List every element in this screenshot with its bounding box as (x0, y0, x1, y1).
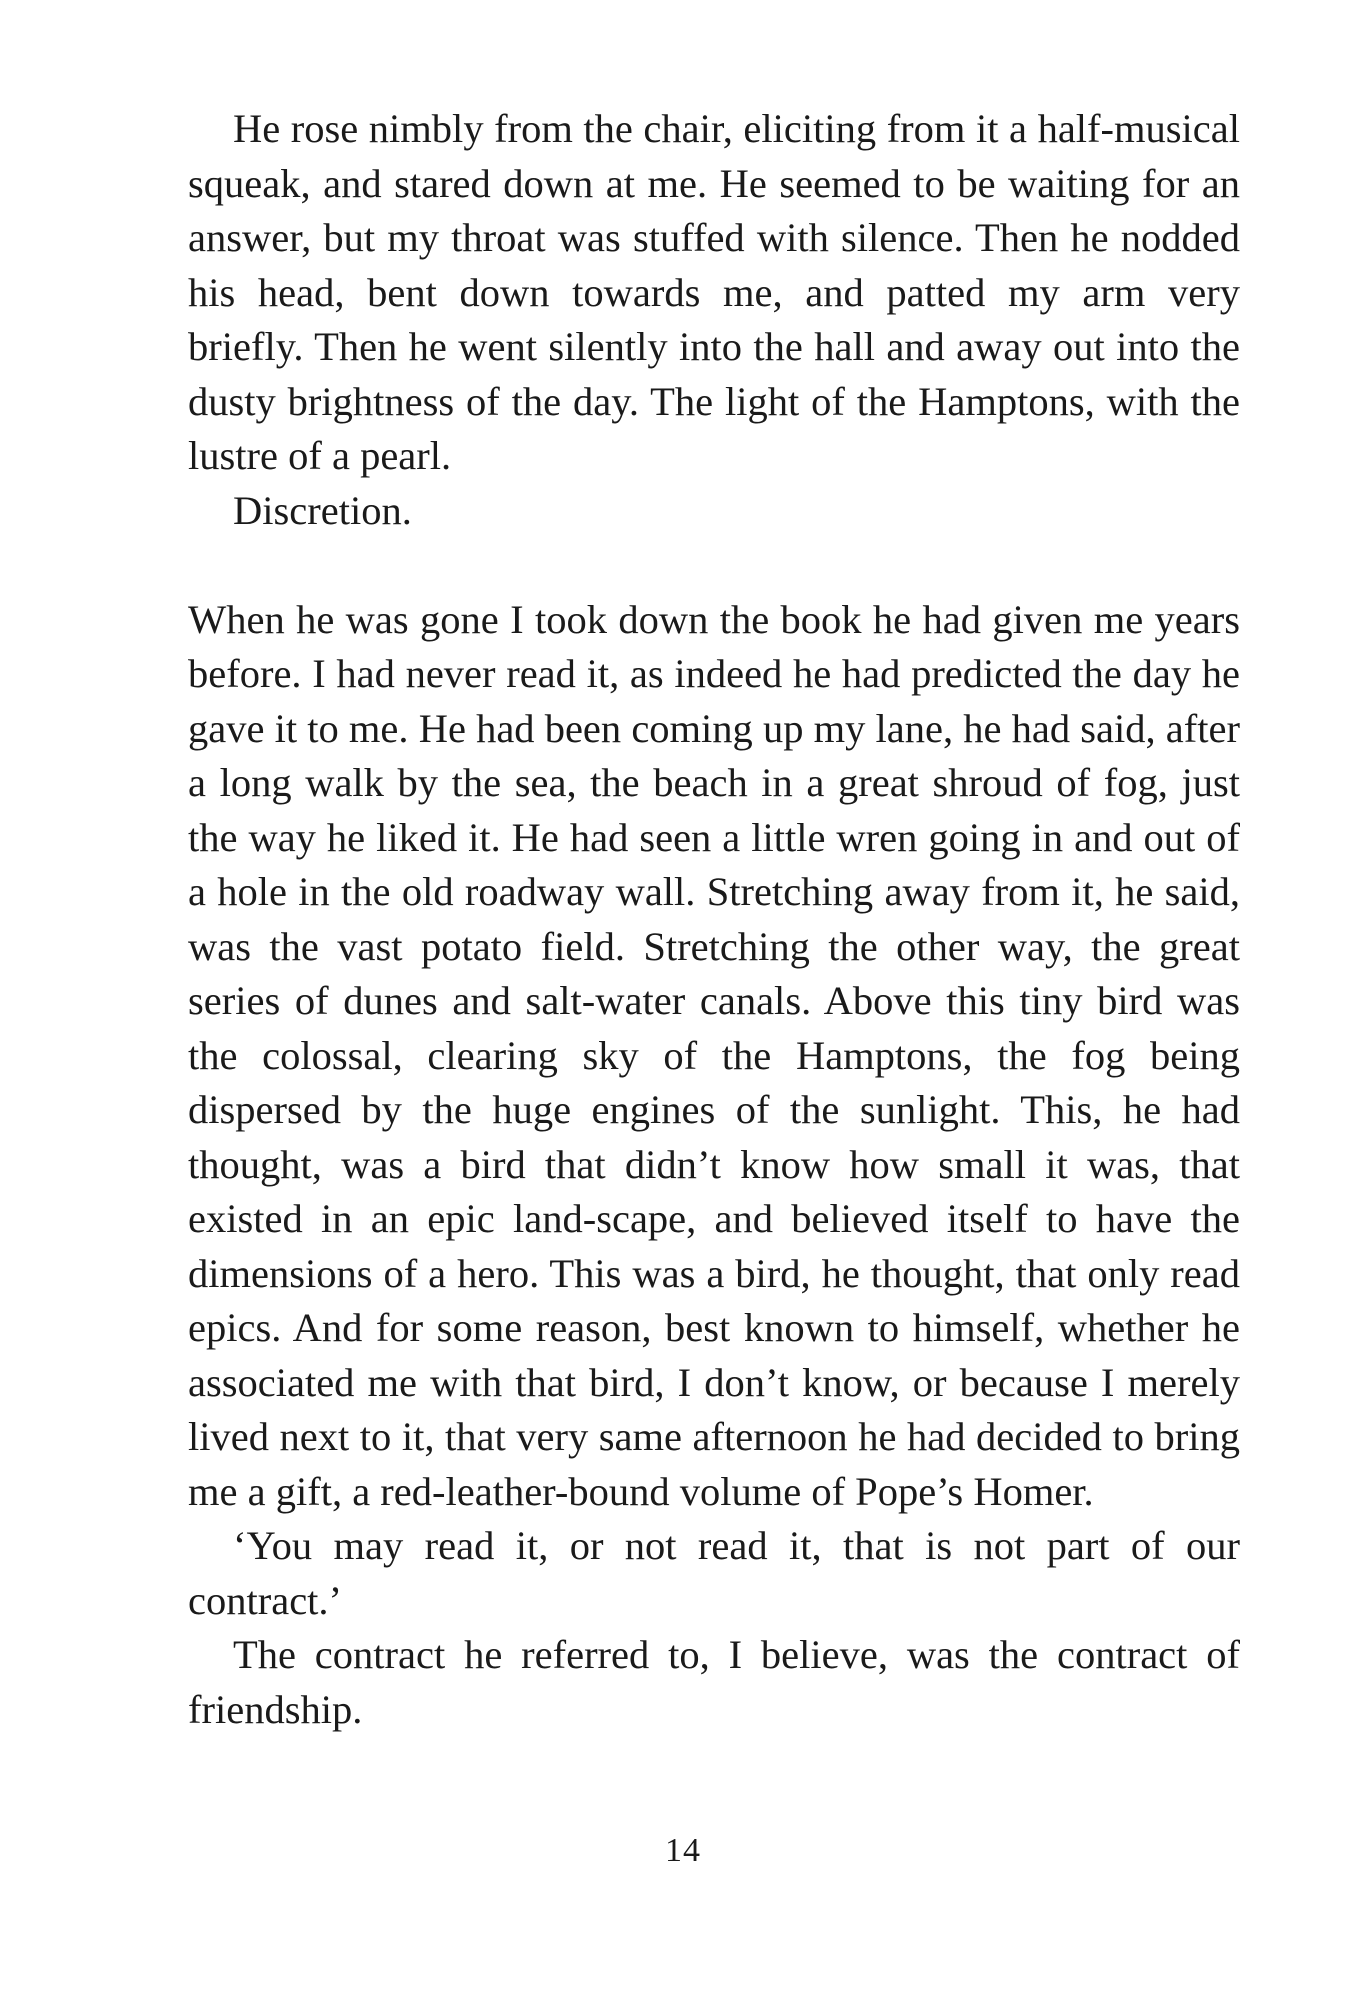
paragraph-rose-from-chair: He rose nimbly from the chair, eliciting from it a half-musical squeak, and stared down at me. He seemed to be waiting for an answer, but my throat was stuffed with silence. Then he nodded his head, bent down towards me, and patted my arm very briefly. Then he went silently into the hall and away out into the dusty brightness of the day. The light of the Hamptons, with the lustre of a pearl. (188, 106, 1240, 478)
page-number: 14 (665, 1832, 701, 1869)
paragraph-when-he-was-gone: When he was gone I took down the book he had given me years before. I had never read it, as indeed he had predicted the day he gave it to me. He had been coming up my lane, he had said, after a long walk by the sea, the beach in a great shroud of fog, just the way he liked it. He had seen a little wren going in and out of a hole in the old roadway wall. Stretching away from it, he said, was the vast potato field. Stretching the other way, the great series of dunes and salt-water canals. Above this tiny bird was the colossal, clearing sky of the Hamptons, the fog being dispersed by the huge engines of the sunlight. This, he had thought, was a bird that didn’t know how small it was, that existed in an epic land-scape, and believed itself to have the dimensions of a hero. This was a bird, he thought, that only read epics. And for some reason, best known to himself, whether he associated me with that bird, I don’t know, or because I merely lived next to it, that very same afternoon he had decided to bring me a gift, a red-leather-bound volume of Pope’s Homer. (188, 596, 1240, 1514)
section-break (188, 538, 1240, 593)
paragraph-you-may-read-it: ‘You may read it, or not read it, that is not part of our contract.’ (188, 1523, 1240, 1623)
body-text (188, 102, 1240, 1737)
paragraph-contract-of-friendship: The contract he referred to, I believe, was the contract of friendship. (188, 1632, 1240, 1732)
paragraph-discretion: Discretion. (233, 487, 412, 533)
